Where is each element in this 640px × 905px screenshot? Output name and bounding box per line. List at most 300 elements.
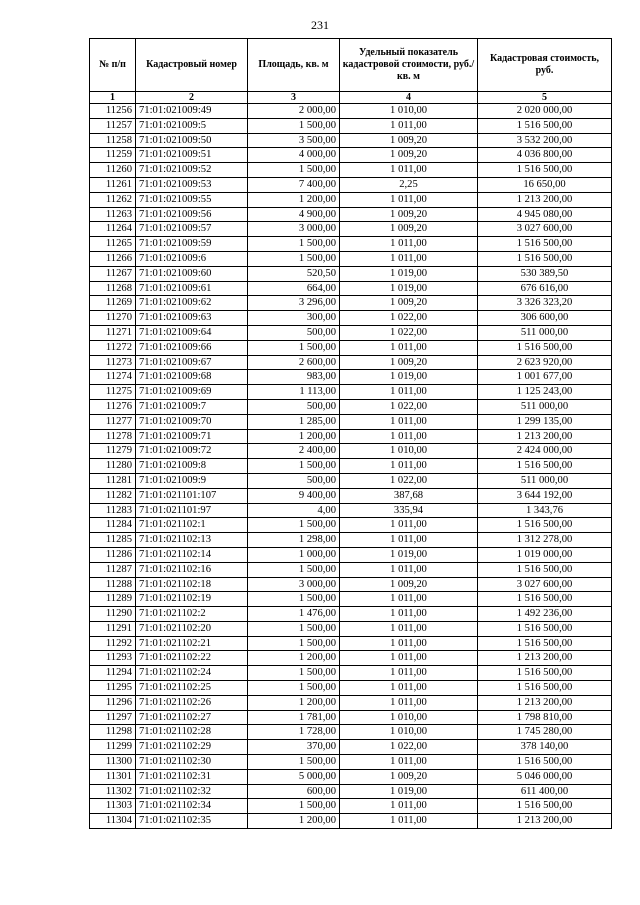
unit-value-cell: 1 011,00 [340,237,478,252]
cadastral-cost-cell: 1 516 500,00 [478,459,612,474]
cadastral-number-cell: 71:01:021009:68 [136,370,248,385]
cadastral-number-cell: 71:01:021009:5 [136,118,248,133]
unit-value-cell: 1 011,00 [340,607,478,622]
row-number-cell: 11262 [90,192,136,207]
cadastral-cost-cell: 511 000,00 [478,473,612,488]
unit-value-cell: 1 011,00 [340,192,478,207]
table-row [90,621,612,636]
cadastral-number-cell: 71:01:021009:55 [136,192,248,207]
cadastral-cost-cell: 1 213 200,00 [478,192,612,207]
table-row [90,784,612,799]
unit-value-cell: 1 011,00 [340,799,478,814]
unit-value-cell: 1 022,00 [340,311,478,326]
cadastral-cost-cell: 1 516 500,00 [478,562,612,577]
area-cell: 300,00 [248,311,340,326]
row-number-cell: 11298 [90,725,136,740]
unit-value-cell: 1 019,00 [340,370,478,385]
table-row [90,118,612,133]
cadastral-number-cell: 71:01:021009:67 [136,355,248,370]
row-number-cell: 11273 [90,355,136,370]
cadastral-cost-cell: 1 516 500,00 [478,237,612,252]
row-number-cell: 11291 [90,621,136,636]
cadastral-cost-cell: 511 000,00 [478,325,612,340]
unit-value-cell: 1 011,00 [340,414,478,429]
table-row [90,355,612,370]
table-row [90,222,612,237]
table-row [90,695,612,710]
cadastral-number-cell: 71:01:021102:16 [136,562,248,577]
table-row [90,533,612,548]
table-row [90,592,612,607]
cadastral-number-cell: 71:01:021009:8 [136,459,248,474]
row-number-cell: 11277 [90,414,136,429]
area-cell: 1 500,00 [248,118,340,133]
table-row [90,133,612,148]
cadastral-cost-cell: 1 516 500,00 [478,799,612,814]
table-row [90,370,612,385]
row-number-cell: 11281 [90,473,136,488]
area-cell: 370,00 [248,740,340,755]
area-cell: 7 400,00 [248,177,340,192]
table-row [90,104,612,119]
cadastral-number-cell: 71:01:021102:27 [136,710,248,725]
cadastral-cost-cell: 2 020 000,00 [478,104,612,119]
area-cell: 1 500,00 [248,592,340,607]
row-number-cell: 11288 [90,577,136,592]
unit-value-cell: 335,94 [340,503,478,518]
table-row [90,607,612,622]
cadastral-cost-cell: 1 516 500,00 [478,163,612,178]
header-cadastral-cost: Кадастровая стоимость, руб. [478,39,612,92]
unit-value-cell: 1 010,00 [340,104,478,119]
table-row [90,666,612,681]
cadastral-cost-cell: 378 140,00 [478,740,612,755]
unit-value-cell: 1 011,00 [340,251,478,266]
table-row [90,192,612,207]
cadastral-cost-cell: 1 516 500,00 [478,755,612,770]
table-row [90,429,612,444]
area-cell: 520,50 [248,266,340,281]
cadastral-cost-cell: 1 213 200,00 [478,695,612,710]
unit-value-cell: 1 009,20 [340,769,478,784]
cadastral-cost-cell: 1 516 500,00 [478,518,612,533]
cadastral-cost-cell: 1 516 500,00 [478,681,612,696]
unit-value-cell: 1 022,00 [340,740,478,755]
area-cell: 1 500,00 [248,755,340,770]
row-number-cell: 11266 [90,251,136,266]
unit-value-cell: 1 022,00 [340,473,478,488]
area-cell: 4,00 [248,503,340,518]
area-cell: 1 500,00 [248,251,340,266]
row-number-cell: 11275 [90,385,136,400]
row-number-cell: 11279 [90,444,136,459]
cadastral-cost-cell: 1 516 500,00 [478,592,612,607]
area-cell: 1 500,00 [248,799,340,814]
cadastral-cost-cell: 1 798 810,00 [478,710,612,725]
area-cell: 1 476,00 [248,607,340,622]
cadastral-number-cell: 71:01:021009:70 [136,414,248,429]
page-number: 231 [311,18,329,32]
cadastral-number-cell: 71:01:021009:50 [136,133,248,148]
cadastral-cost-cell: 530 389,50 [478,266,612,281]
row-number-cell: 11282 [90,488,136,503]
table-row [90,562,612,577]
cadastral-cost-cell: 511 000,00 [478,399,612,414]
cadastral-number-cell: 71:01:021009:66 [136,340,248,355]
table-row [90,340,612,355]
cadastral-cost-cell: 1 516 500,00 [478,340,612,355]
row-number-cell: 11287 [90,562,136,577]
cadastral-cost-cell: 2 623 920,00 [478,355,612,370]
cadastral-number-cell: 71:01:021009:6 [136,251,248,266]
cadastral-number-cell: 71:01:021009:60 [136,266,248,281]
table-header [90,39,612,104]
cadastral-number-cell: 71:01:021102:31 [136,769,248,784]
table-row [90,311,612,326]
row-number-cell: 11285 [90,533,136,548]
cadastral-number-cell: 71:01:021009:61 [136,281,248,296]
unit-value-cell: 1 011,00 [340,755,478,770]
cadastral-number-cell: 71:01:021009:51 [136,148,248,163]
area-cell: 2 600,00 [248,355,340,370]
header-row-number: № п/п [90,39,136,92]
row-number-cell: 11267 [90,266,136,281]
area-cell: 1 500,00 [248,237,340,252]
row-number-cell: 11269 [90,296,136,311]
unit-value-cell: 1 009,20 [340,222,478,237]
row-number-cell: 11280 [90,459,136,474]
cadastral-cost-cell: 1 492 236,00 [478,607,612,622]
area-cell: 500,00 [248,399,340,414]
unit-value-cell: 387,68 [340,488,478,503]
cadastral-cost-cell: 1 343,76 [478,503,612,518]
unit-value-cell: 1 010,00 [340,710,478,725]
cadastral-cost-cell: 3 532 200,00 [478,133,612,148]
area-cell: 1 781,00 [248,710,340,725]
unit-value-cell: 1 011,00 [340,666,478,681]
cadastral-number-cell: 71:01:021102:29 [136,740,248,755]
cadastral-cost-cell: 1 745 280,00 [478,725,612,740]
area-cell: 5 000,00 [248,769,340,784]
cadastral-number-cell: 71:01:021102:13 [136,533,248,548]
unit-value-cell: 1 011,00 [340,533,478,548]
table-row [90,473,612,488]
cadastral-number-cell: 71:01:021102:19 [136,592,248,607]
table-row [90,488,612,503]
unit-value-cell: 1 011,00 [340,621,478,636]
area-cell: 1 285,00 [248,414,340,429]
table-row [90,414,612,429]
table-row [90,740,612,755]
table-row [90,518,612,533]
cadastral-cost-cell: 1 516 500,00 [478,666,612,681]
unit-value-cell: 1 011,00 [340,118,478,133]
area-cell: 3 296,00 [248,296,340,311]
row-number-cell: 11297 [90,710,136,725]
cadastral-number-cell: 71:01:021102:24 [136,666,248,681]
unit-value-cell: 1 009,20 [340,148,478,163]
table-row [90,266,612,281]
area-cell: 1 500,00 [248,621,340,636]
row-number-cell: 11265 [90,237,136,252]
cadastral-cost-cell: 1 516 500,00 [478,621,612,636]
row-number-cell: 11276 [90,399,136,414]
unit-value-cell: 1 019,00 [340,266,478,281]
cadastral-cost-cell: 2 424 000,00 [478,444,612,459]
unit-value-cell: 1 019,00 [340,784,478,799]
cadastral-number-cell: 71:01:021009:62 [136,296,248,311]
unit-value-cell: 1 009,20 [340,207,478,222]
row-number-cell: 11301 [90,769,136,784]
unit-value-cell: 1 011,00 [340,651,478,666]
area-cell: 4 000,00 [248,148,340,163]
table-row [90,547,612,562]
row-number-cell: 11304 [90,814,136,829]
cadastral-number-cell: 71:01:021102:14 [136,547,248,562]
unit-value-cell: 1 022,00 [340,399,478,414]
cadastral-cost-cell: 1 516 500,00 [478,636,612,651]
row-number-cell: 11259 [90,148,136,163]
row-number-cell: 11268 [90,281,136,296]
table-row [90,725,612,740]
row-number-cell: 11271 [90,325,136,340]
row-number-cell: 11257 [90,118,136,133]
area-cell: 1 200,00 [248,651,340,666]
area-cell: 1 200,00 [248,429,340,444]
cadastral-number-cell: 71:01:021101:97 [136,503,248,518]
table-row [90,385,612,400]
area-cell: 3 000,00 [248,222,340,237]
unit-value-cell: 1 010,00 [340,725,478,740]
unit-value-cell: 1 010,00 [340,444,478,459]
row-number-cell: 11283 [90,503,136,518]
area-cell: 2 000,00 [248,104,340,119]
cadastral-number-cell: 71:01:021102:28 [136,725,248,740]
table-row [90,503,612,518]
table-row [90,148,612,163]
column-number-2: 2 [136,92,248,104]
area-cell: 1 500,00 [248,666,340,681]
table-row [90,237,612,252]
row-number-cell: 11256 [90,104,136,119]
cadastral-number-cell: 71:01:021009:56 [136,207,248,222]
cadastral-cost-cell: 611 400,00 [478,784,612,799]
table-row [90,755,612,770]
unit-value-cell: 1 011,00 [340,340,478,355]
cadastral-cost-cell: 1 213 200,00 [478,429,612,444]
unit-value-cell: 1 009,20 [340,133,478,148]
area-cell: 664,00 [248,281,340,296]
cadastral-number-cell: 71:01:021102:20 [136,621,248,636]
area-cell: 500,00 [248,473,340,488]
row-number-cell: 11272 [90,340,136,355]
area-cell: 1 500,00 [248,562,340,577]
unit-value-cell: 2,25 [340,177,478,192]
row-number-cell: 11260 [90,163,136,178]
row-number-cell: 11258 [90,133,136,148]
unit-value-cell: 1 019,00 [340,547,478,562]
cadastral-number-cell: 71:01:021009:49 [136,104,248,119]
table-body [90,104,612,829]
cadastral-number-cell: 71:01:021009:52 [136,163,248,178]
unit-value-cell: 1 011,00 [340,385,478,400]
area-cell: 983,00 [248,370,340,385]
area-cell: 1 728,00 [248,725,340,740]
cadastral-number-cell: 71:01:021009:53 [136,177,248,192]
unit-value-cell: 1 011,00 [340,681,478,696]
unit-value-cell: 1 011,00 [340,459,478,474]
table-row [90,681,612,696]
table-row [90,444,612,459]
area-cell: 1 500,00 [248,340,340,355]
area-cell: 3 500,00 [248,133,340,148]
cadastral-cost-cell: 1 019 000,00 [478,547,612,562]
table-row [90,325,612,340]
column-number-4: 4 [340,92,478,104]
area-cell: 600,00 [248,784,340,799]
cadastral-number-cell: 71:01:021102:34 [136,799,248,814]
row-number-cell: 11294 [90,666,136,681]
table-row [90,636,612,651]
row-number-cell: 11292 [90,636,136,651]
row-number-cell: 11263 [90,207,136,222]
table-row [90,651,612,666]
unit-value-cell: 1 019,00 [340,281,478,296]
area-cell: 1 200,00 [248,695,340,710]
row-number-cell: 11299 [90,740,136,755]
cadastral-number-cell: 71:01:021009:69 [136,385,248,400]
table-row [90,799,612,814]
cadastral-cost-cell: 4 945 080,00 [478,207,612,222]
table-row [90,710,612,725]
header-unit-value: Удельный показатель кадастровой стоимости, руб./кв. м [340,39,478,92]
table-row [90,207,612,222]
table-row [90,281,612,296]
unit-value-cell: 1 011,00 [340,163,478,178]
row-number-cell: 11296 [90,695,136,710]
row-number-cell: 11286 [90,547,136,562]
area-cell: 1 113,00 [248,385,340,400]
cadastral-cost-cell: 3 644 192,00 [478,488,612,503]
header-cadastral-number: Кадастровый номер [136,39,248,92]
area-cell: 1 500,00 [248,681,340,696]
table-row [90,399,612,414]
cadastral-number-cell: 71:01:021101:107 [136,488,248,503]
table-row [90,459,612,474]
cadastral-number-cell: 71:01:021102:22 [136,651,248,666]
row-number-cell: 11278 [90,429,136,444]
cadastral-cost-cell: 5 046 000,00 [478,769,612,784]
area-cell: 1 200,00 [248,192,340,207]
cadastral-cost-cell: 1 125 243,00 [478,385,612,400]
area-cell: 1 500,00 [248,163,340,178]
cadastral-number-cell: 71:01:021102:2 [136,607,248,622]
cadastral-number-cell: 71:01:021102:21 [136,636,248,651]
unit-value-cell: 1 022,00 [340,325,478,340]
cadastral-number-cell: 71:01:021009:57 [136,222,248,237]
cadastral-cost-cell: 1 213 200,00 [478,814,612,829]
table-row [90,577,612,592]
table-row [90,814,612,829]
area-cell: 1 298,00 [248,533,340,548]
area-cell: 9 400,00 [248,488,340,503]
area-cell: 4 900,00 [248,207,340,222]
cadastral-cost-cell: 3 326 323,20 [478,296,612,311]
cadastral-cost-cell: 1 213 200,00 [478,651,612,666]
row-number-cell: 11289 [90,592,136,607]
area-cell: 1 500,00 [248,636,340,651]
unit-value-cell: 1 011,00 [340,636,478,651]
cadastral-cost-cell: 1 299 135,00 [478,414,612,429]
cadastral-number-cell: 71:01:021102:25 [136,681,248,696]
cadastral-cost-cell: 306 600,00 [478,311,612,326]
cadastral-number-cell: 71:01:021102:30 [136,755,248,770]
area-cell: 2 400,00 [248,444,340,459]
row-number-cell: 11293 [90,651,136,666]
unit-value-cell: 1 009,20 [340,577,478,592]
cadastral-number-cell: 71:01:021102:26 [136,695,248,710]
area-cell: 1 000,00 [248,547,340,562]
cadastral-cost-cell: 1 516 500,00 [478,251,612,266]
cadastral-number-cell: 71:01:021102:1 [136,518,248,533]
unit-value-cell: 1 011,00 [340,518,478,533]
cadastral-cost-cell: 4 036 800,00 [478,148,612,163]
cadastral-value-table [89,38,612,829]
cadastral-number-cell: 71:01:021102:32 [136,784,248,799]
row-number-cell: 11264 [90,222,136,237]
table-row [90,296,612,311]
cadastral-number-cell: 71:01:021009:9 [136,473,248,488]
area-cell: 3 000,00 [248,577,340,592]
row-number-cell: 11261 [90,177,136,192]
unit-value-cell: 1 009,20 [340,296,478,311]
row-number-cell: 11300 [90,755,136,770]
cadastral-number-cell: 71:01:021009:71 [136,429,248,444]
cadastral-cost-cell: 1 312 278,00 [478,533,612,548]
cadastral-number-cell: 71:01:021009:63 [136,311,248,326]
cadastral-number-cell: 71:01:021009:7 [136,399,248,414]
cadastral-cost-cell: 3 027 600,00 [478,222,612,237]
row-number-cell: 11290 [90,607,136,622]
area-cell: 1 500,00 [248,459,340,474]
unit-value-cell: 1 011,00 [340,814,478,829]
unit-value-cell: 1 011,00 [340,562,478,577]
cadastral-cost-cell: 1 001 677,00 [478,370,612,385]
unit-value-cell: 1 009,20 [340,355,478,370]
table-row [90,163,612,178]
row-number-cell: 11270 [90,311,136,326]
column-number-5: 5 [478,92,612,104]
column-number-3: 3 [248,92,340,104]
column-number-1: 1 [90,92,136,104]
cadastral-number-cell: 71:01:021102:35 [136,814,248,829]
unit-value-cell: 1 011,00 [340,695,478,710]
table-row [90,769,612,784]
row-number-cell: 11274 [90,370,136,385]
header-area: Площадь, кв. м [248,39,340,92]
cadastral-cost-cell: 16 650,00 [478,177,612,192]
cadastral-cost-cell: 3 027 600,00 [478,577,612,592]
cadastral-number-cell: 71:01:021009:72 [136,444,248,459]
cadastral-number-cell: 71:01:021009:64 [136,325,248,340]
row-number-cell: 11295 [90,681,136,696]
unit-value-cell: 1 011,00 [340,592,478,607]
cadastral-number-cell: 71:01:021009:59 [136,237,248,252]
area-cell: 1 200,00 [248,814,340,829]
row-number-cell: 11303 [90,799,136,814]
unit-value-cell: 1 011,00 [340,429,478,444]
table-row [90,251,612,266]
